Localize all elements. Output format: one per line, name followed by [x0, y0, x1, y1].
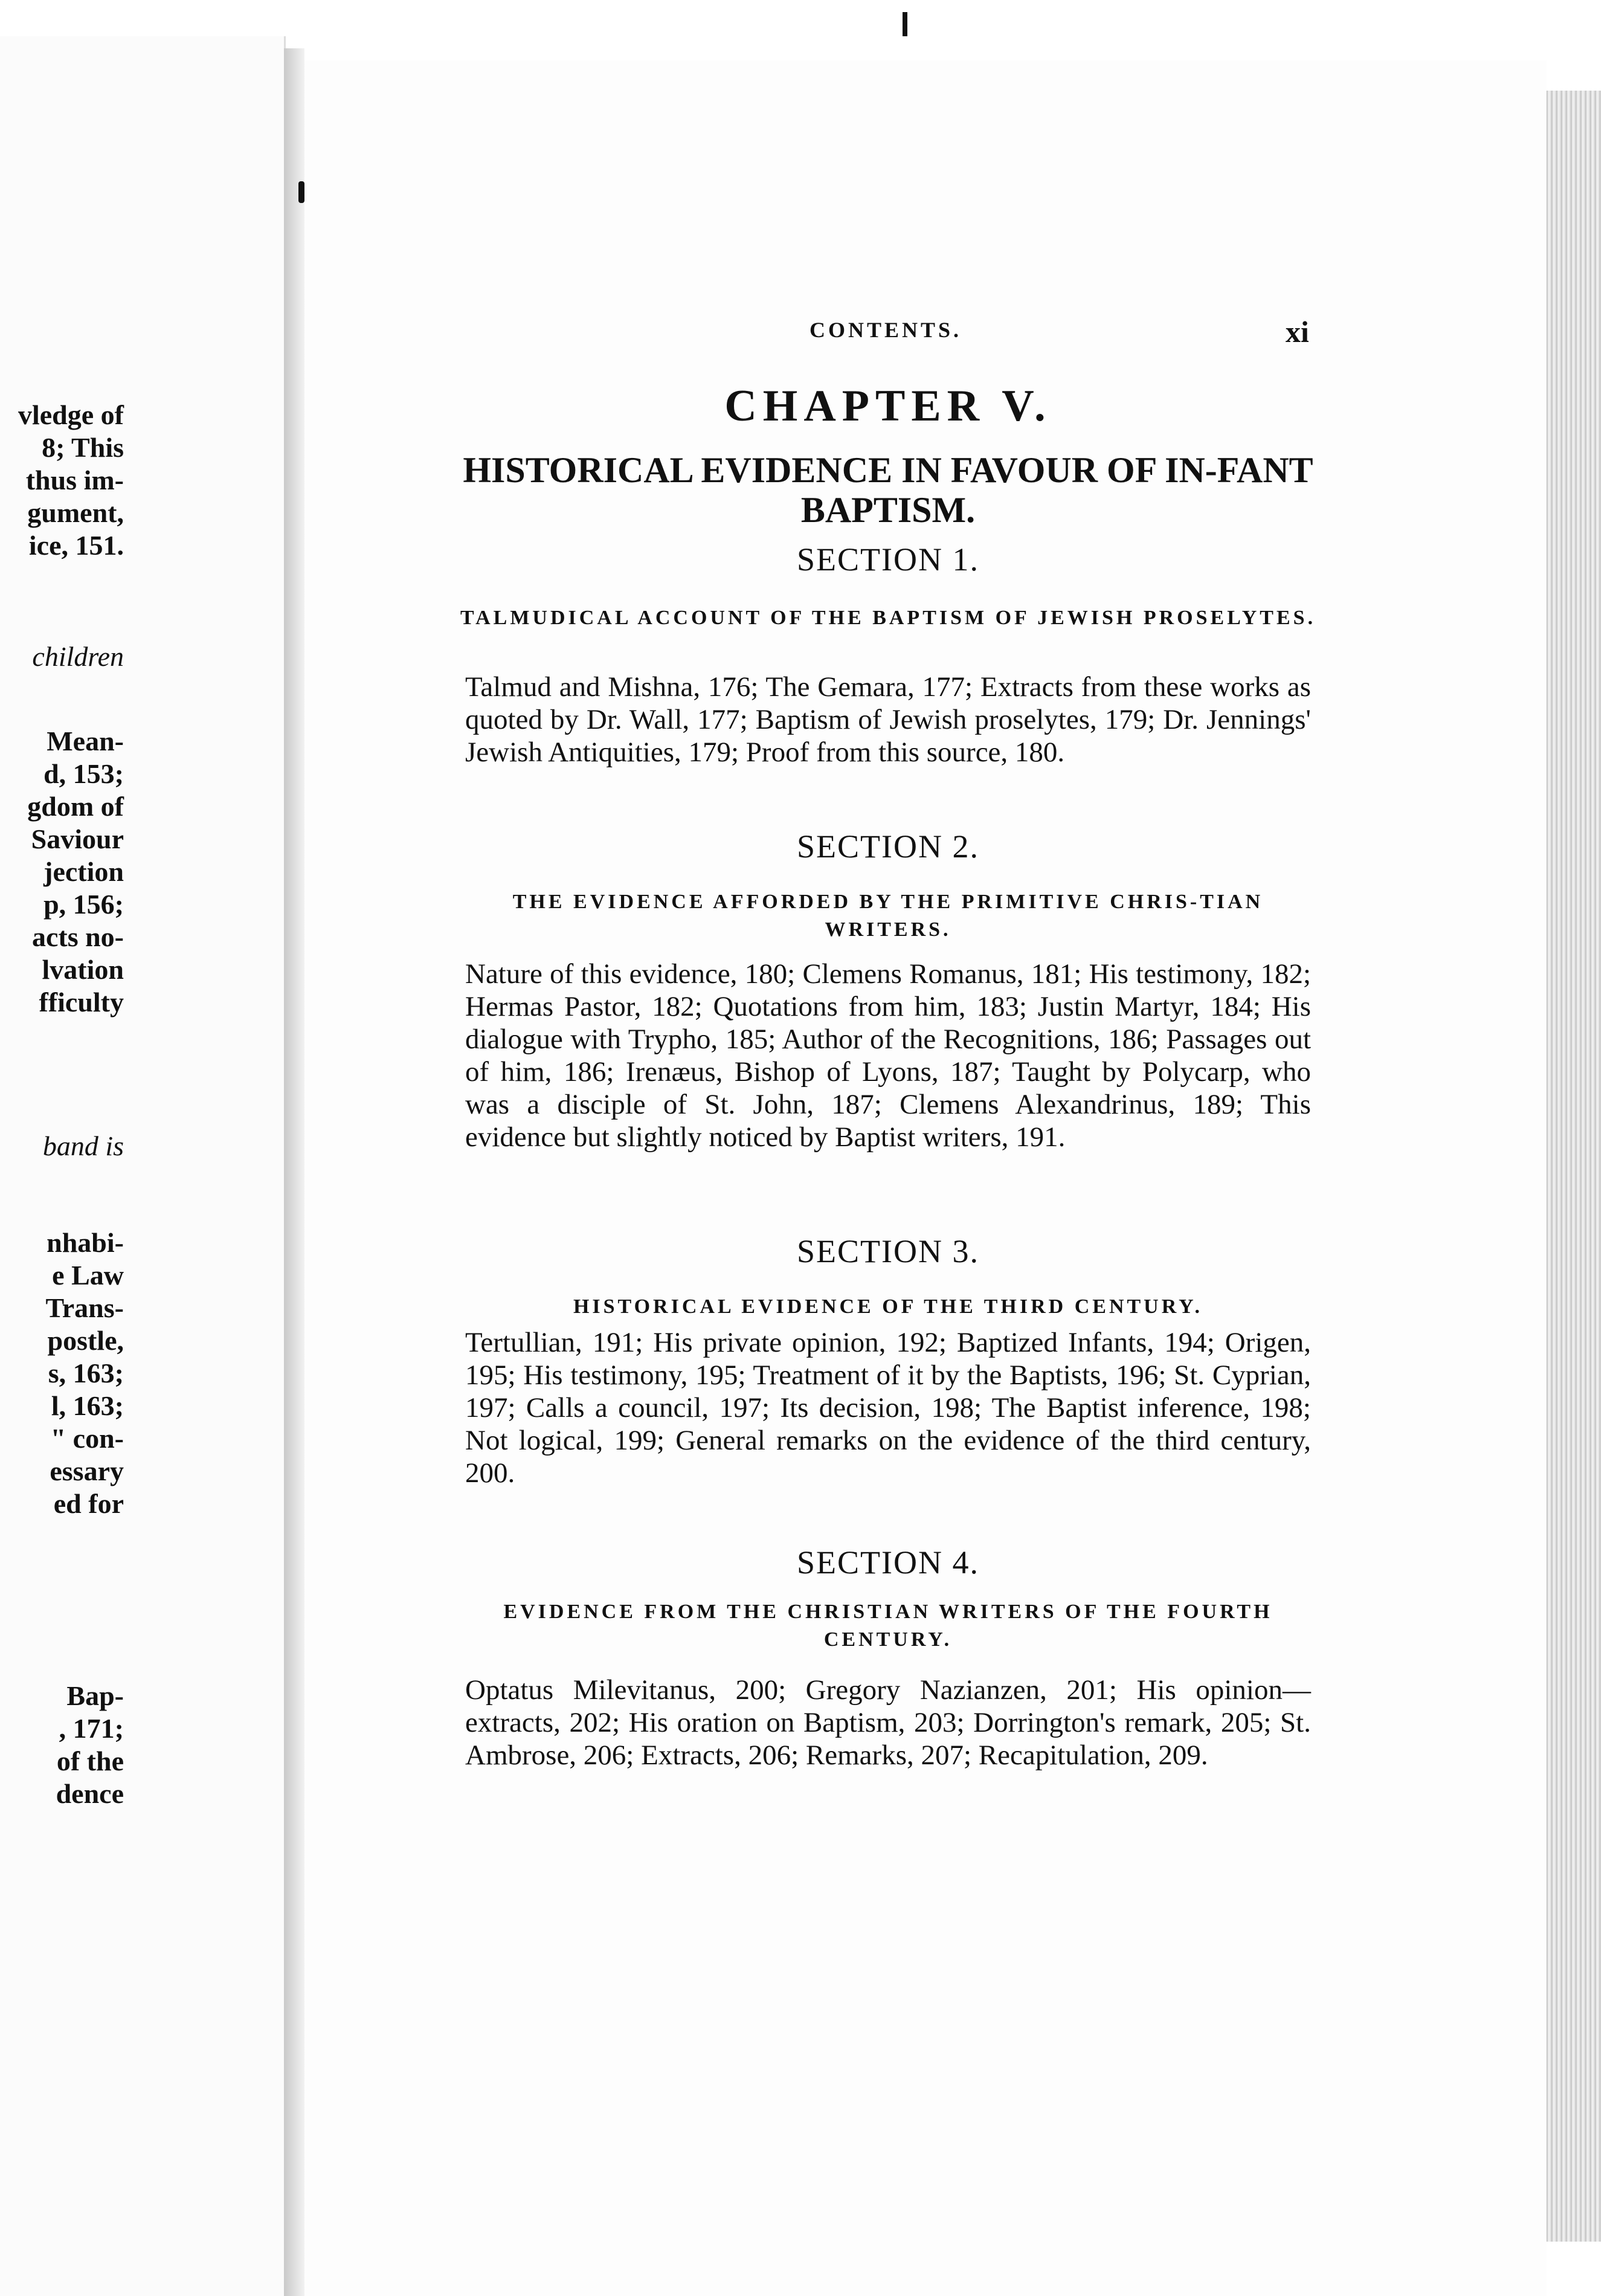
chapter-subtitle: HISTORICAL EVIDENCE IN FAVOUR OF IN-FANT BAPTISM. [463, 450, 1313, 530]
facing-page-text: children [32, 641, 124, 672]
facing-page-text: dence [56, 1778, 124, 1809]
section-title: SECTION 3. [797, 1233, 979, 1269]
facing-page-text: d, 153; [43, 758, 124, 789]
facing-page-text: Saviour [31, 824, 124, 854]
facing-page-text: gdom of [27, 791, 124, 822]
section-subtitle: HISTORICAL EVIDENCE OF THE THIRD CENTURY. [573, 1295, 1203, 1318]
facing-page-text: nhabi- [47, 1227, 124, 1258]
facing-page-text: postle, [47, 1325, 124, 1356]
facing-page-text: fficulty [39, 987, 124, 1017]
facing-page-text: s, 163; [48, 1358, 124, 1388]
section-title: SECTION 4. [797, 1544, 979, 1581]
section-body: Nature of this evidence, 180; Clemens Romanus, 181; His testimony, 182; Hermas Pastor, 182; Quotations from him, 183; Justin Martyr, 184; His dialogue with Trypho, 185; Author of the Recognitions, 186; Passages out of him, 186; Irenæus, Bishop of Lyons, 187; Taught by Polycarp, who was a disciple of St. John, 187; Clemens Alexandrinus, 189; This evidence but slightly noticed by Baptist writers, 191. [465, 958, 1311, 1153]
facing-page-text: , 171; [59, 1713, 124, 1744]
book-gutter [284, 48, 304, 2296]
facing-page-text: lvation [42, 954, 124, 985]
facing-page-text: ed for [53, 1488, 124, 1519]
facing-page-text: ice, 151. [28, 530, 124, 561]
facing-page [0, 36, 286, 2296]
running-head: CONTENTS. [810, 318, 962, 342]
facing-page-text: 8; This [42, 432, 124, 463]
section-subtitle: EVIDENCE FROM THE CHRISTIAN WRITERS OF THE FOURTH CENTURY. [503, 1601, 1273, 1651]
page-edges [1547, 91, 1601, 2242]
facing-page-text: Bap- [66, 1680, 124, 1711]
section-body: Tertullian, 191; His private opinion, 192; Baptized Infants, 194; Origen, 195; His testimony, 195; Treatment of it by the Baptists, 196; St. Cyprian, 197; Calls a council, 197; Its decision, 198; The Baptist inference, 198; Not logical, 199; General remarks on the evidence of the third century, 200. [465, 1327, 1311, 1489]
section-body: Talmud and Mishna, 176; The Gemara, 177; Extracts from these works as quoted by Dr. Wall, 177; Baptism of Jewish proselytes, 179; Dr. Jennings' Jewish Antiquities, 179; Proof from this source, 180. [465, 671, 1311, 768]
facing-page-text: Mean- [47, 726, 124, 756]
facing-page-text: vledge of [18, 399, 124, 430]
section-subtitle: THE EVIDENCE AFFORDED BY THE PRIMITIVE CHRIS-TIAN WRITERS. [512, 891, 1264, 941]
facing-page-text: l, 163; [51, 1390, 124, 1421]
page-number: xi [1286, 315, 1309, 349]
facing-page-text: of the [56, 1746, 124, 1776]
section-title: SECTION 1. [797, 541, 979, 578]
section-body: Optatus Milevitanus, 200; Gregory Nazianzen, 201; His opinion—extracts, 202; His oration on Baptism, 203; Dorrington's remark, 205; St. Ambrose, 206; Extracts, 206; Remarks, 207; Recapitulation, 209. [465, 1674, 1311, 1771]
facing-page-text: thus im- [25, 465, 124, 495]
facing-page-text: gument, [27, 497, 124, 528]
facing-page-text: p, 156; [43, 889, 124, 920]
facing-page-text: band is [42, 1130, 124, 1161]
section-title: SECTION 2. [797, 828, 979, 865]
scan-mark [298, 181, 304, 203]
facing-page-text: essary [50, 1456, 124, 1486]
facing-page-text: e Law [52, 1260, 124, 1291]
facing-page-text: " con- [50, 1423, 124, 1454]
scan-mark [903, 12, 907, 36]
section-subtitle: TALMUDICAL ACCOUNT OF THE BAPTISM OF JEWISH PROSELYTES. [460, 607, 1316, 629]
facing-page-text: acts no- [31, 921, 124, 952]
chapter-title: CHAPTER V. [724, 381, 1052, 431]
facing-page-text: Trans- [45, 1292, 124, 1323]
facing-page-text: jection [43, 856, 124, 887]
